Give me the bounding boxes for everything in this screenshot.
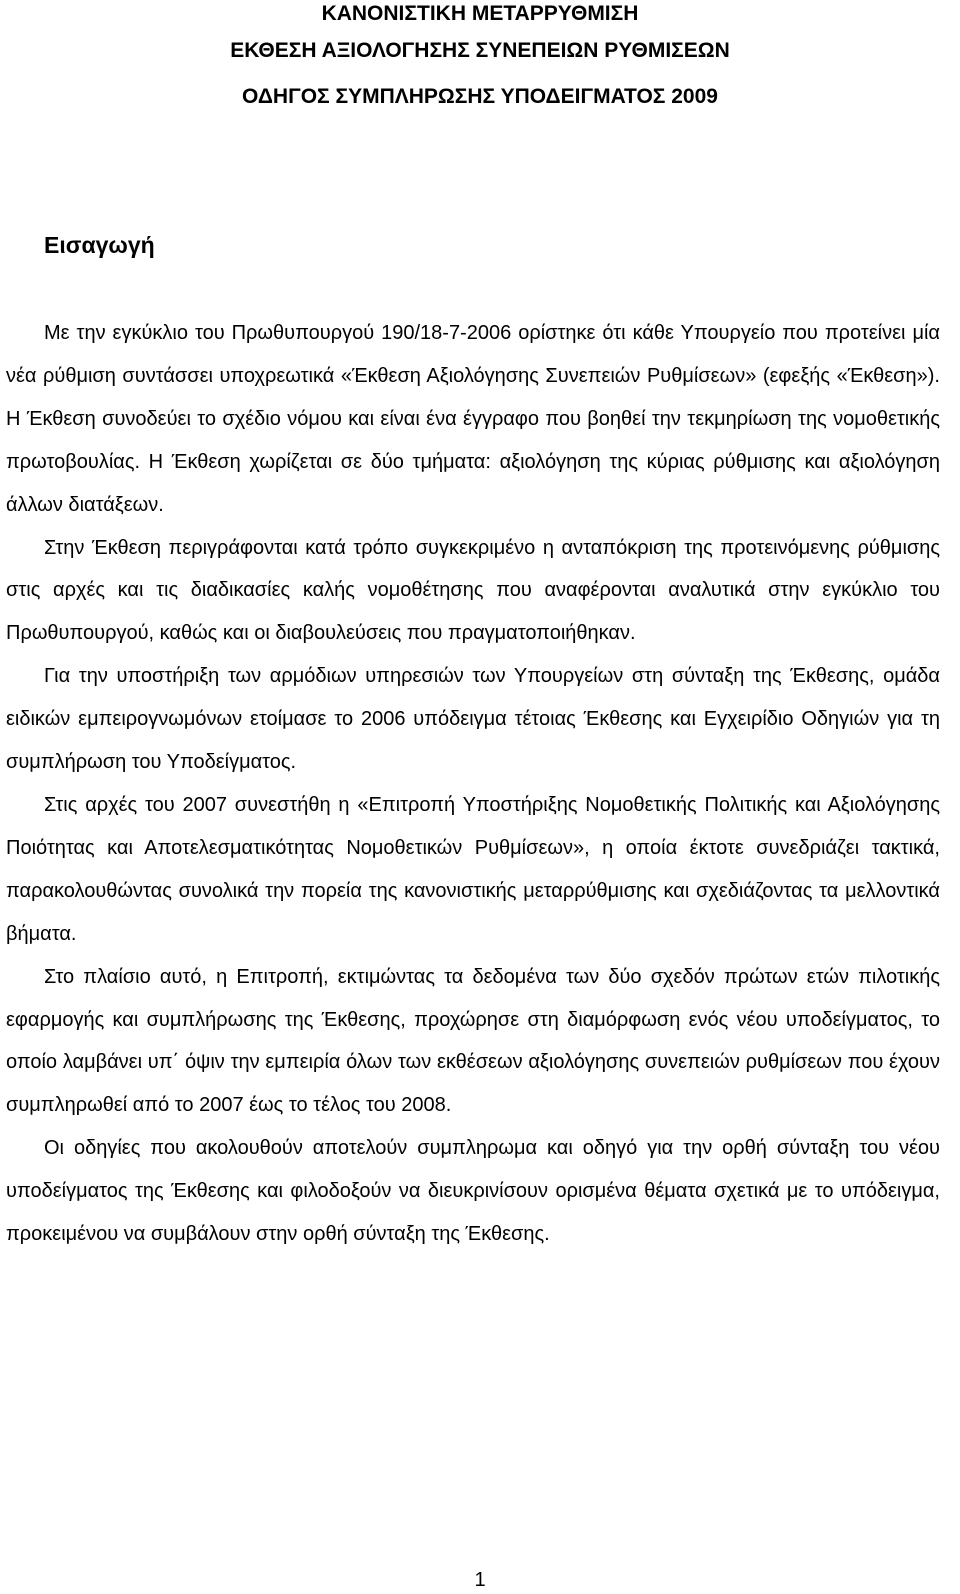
- paragraph-2: Στην Έκθεση περιγράφονται κατά τρόπο συγκεκριμένο η ανταπόκριση της προτεινόμενης ρύθμισης στις αρχές και τις διαδικασίες καλής νομοθέτησης που αναφέρονται αναλυτικά στην εγκύκλιο του Πρωθυπουργού, καθώς και οι διαβουλεύσεις που πραγματοποιήθηκαν.: [6, 536, 940, 645]
- title-line-3: ΟΔΗΓΟΣ ΣΥΜΠΛΗΡΩΣΗΣ ΥΠΟΔΕΙΓΜΑΤΟΣ 2009: [242, 85, 718, 108]
- title-line-2: ΕΚΘΕΣΗ ΑΞΙΟΛΟΓΗΣΗΣ ΣΥΝΕΠΕΙΩΝ ΡΥΘΜΙΣΕΩΝ: [230, 39, 730, 62]
- document-body: [6, 312, 940, 1256]
- paragraph-3: Για την υποστήριξη των αρμόδιων υπηρεσιών των Υπουργείων στη σύνταξη της Έκθεσης, ομάδα ειδικών εμπειρογνωμόνων ετοίμασε το 2006 υπόδειγμα τέτοιας Έκθεσης και Εγχειρίδιο Οδηγιών για τη συμπλήρωση του Υποδείγματος.: [6, 665, 940, 774]
- paragraph-6: Οι οδηγίες που ακολουθούν αποτελούν συμπληρωμα και οδηγό για την ορθή σύνταξη του νέου υποδείγματος της Έκθεσης και φιλοδοξούν να διευκρινίσουν ορισμένα θέματα σχετικά με το υπόδειγμα, προκειμένου να συμβάλουν στην ορθή σύνταξη της Έκθεσης.: [6, 1137, 940, 1246]
- paragraph-5: Στο πλαίσιο αυτό, η Επιτροπή, εκτιμώντας τα δεδομένα των δύο σχεδόν πρώτων ετών πιλοτικής εφαρμογής και συμπλήρωσης της Έκθεσης, προχώρησε στη διαμόρφωση ενός νέου υποδείγματος, το οποίο λαμβάνει υπ΄ όψιν την εμπειρία όλων των εκθέσεων αξιολόγησης συνεπειών ρυθμίσεων που έχουν συμπληρωθεί από το 2007 έως το τέλος του 2008.: [6, 965, 940, 1117]
- paragraph-1: Με την εγκύκλιο του Πρωθυπουργού 190/18-7-2006 ορίστηκε ότι κάθε Υπουργείο που προτείνει μία νέα ρύθμιση συντάσσει υποχρεωτικά «Έκθεση Αξιολόγησης Συνεπειών Ρυθμίσεων» (εφεξής «Έκθεση»). Η Έκθεση συνοδεύει το σχέδιο νόμου και είναι ένα έγγραφο που βοηθεί την τεκμηρίωση της νομοθετικής πρωτοβουλίας. Η Έκθεση χωρίζεται σε δύο τμήματα: αξιολόγηση της κύριας ρύθμισης και αξιολόγηση άλλων διατάξεων.: [6, 322, 940, 516]
- document-title: [0, 0, 960, 120]
- paragraph-4: Στις αρχές του 2007 συνεστήθη η «Επιτροπή Υποστήριξης Νομοθετικής Πολιτικής και Αξιολόγησης Ποιότητας και Αποτελεσματικότητας Νομοθετικών Ρυθμίσεων», η οποία έκτοτε συνεδριάζει τακτικά, παρακολουθώντας συνολικά την πορεία της κανονιστικής μεταρρύθμισης και σχεδιάζοντας τα μελλοντικά βήματα.: [6, 793, 940, 945]
- section-heading: Εισαγωγή: [44, 232, 155, 258]
- title-line-1: ΚΑΝΟΝΙΣΤΙΚΗ ΜΕΤΑΡΡΥΘΜΙΣΗ: [321, 2, 639, 25]
- page-number: 1: [474, 1569, 486, 1591]
